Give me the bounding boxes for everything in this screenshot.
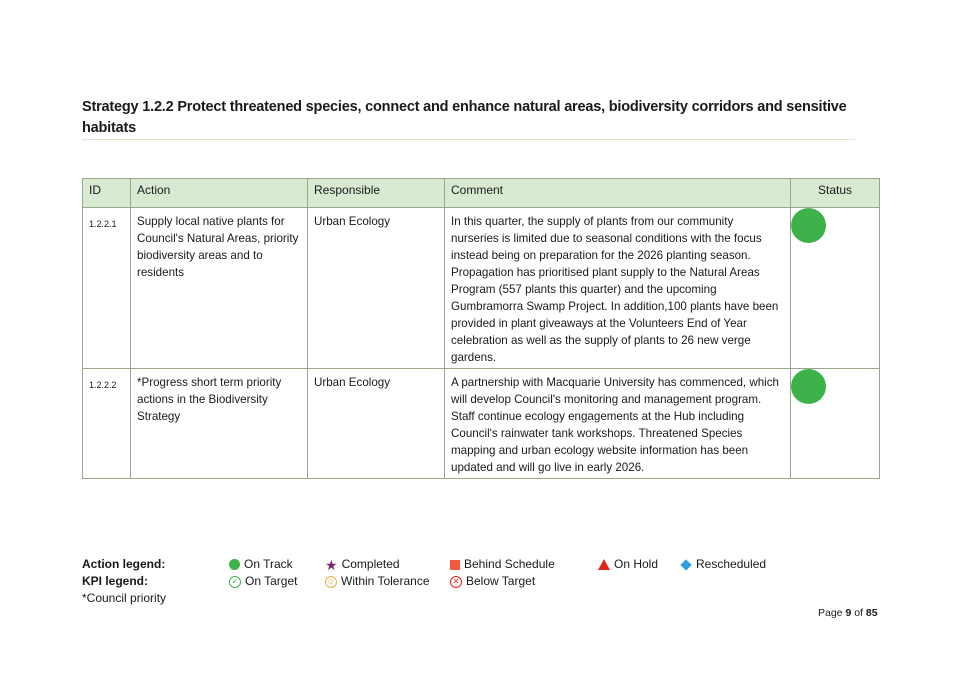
action-legend-label: Action legend: — [82, 557, 166, 571]
row-status — [791, 369, 880, 479]
legend-item-within-tolerance — [325, 573, 430, 590]
table-row — [83, 208, 880, 369]
legend-item-label: On Track — [244, 557, 293, 571]
legend-item-label: Completed — [341, 557, 400, 571]
header-comment: Comment — [445, 179, 791, 208]
orange-square-icon — [450, 560, 460, 570]
page-current: 9 — [845, 607, 852, 619]
legend-item-on-target — [229, 573, 297, 590]
kpi-legend-label: KPI legend: — [82, 574, 149, 588]
status-on-track-icon — [791, 208, 826, 243]
row-comment: A partnership with Macquarie University has commenced, which will develop Council's monitoring and management program. Staff continue ecology engagements at the Hub including Council's rainwater tank workshops. Threatened Species mapping and urban ecology website information has been updated and will go live in early 2026. — [445, 369, 791, 479]
council-priority-note: *Council priority — [82, 591, 167, 605]
title-divider — [82, 139, 855, 140]
row-responsible: Urban Ecology — [308, 369, 445, 479]
action-legend-row — [82, 556, 842, 573]
legend-item-label: Behind Schedule — [464, 557, 555, 571]
legend-item-on-track — [229, 556, 293, 573]
red-triangle-icon — [598, 559, 610, 570]
table-row — [83, 369, 880, 479]
row-responsible: Urban Ecology — [308, 208, 445, 369]
green-check-circle-icon: ✓ — [229, 576, 241, 588]
row-action: Supply local native plants for Council's Natural Areas, priority biodiversity areas and to residents — [131, 208, 308, 369]
status-on-track-icon — [791, 369, 826, 404]
legend-item-on-hold — [598, 556, 658, 573]
kpi-legend-row — [82, 573, 842, 590]
header-responsible: Responsible — [308, 179, 445, 208]
legend-item-label: Rescheduled — [696, 557, 767, 571]
page-prefix: Page — [818, 607, 843, 619]
page-number — [818, 607, 878, 619]
table-header-row — [83, 179, 880, 208]
legend-item-completed — [325, 556, 400, 573]
blue-diamond-icon — [680, 559, 691, 570]
red-x-circle-icon: ✕ — [450, 576, 462, 588]
green-circle-icon — [229, 559, 240, 570]
legend-item-label: Within Tolerance — [341, 574, 430, 588]
row-status — [791, 208, 880, 369]
page-of: of — [854, 607, 863, 619]
row-comment: In this quarter, the supply of plants from our community nurseries is limited due to seasonal conditions with the focus instead being on preparation for the 2026 planting season. Propagation has prioritised plant supply to the Natural Areas Program (557 plants this quarter) and the upcoming Gumbramorra Swamp Project. In addition,100 plants have been provided in plant giveaways at the Volunteers End of Year celebration as well as the supply of plants to 26 new verge gardens. — [445, 208, 791, 369]
legend-item-below-target — [450, 573, 535, 590]
header-action: Action — [131, 179, 308, 208]
legend-item-behind-schedule — [450, 556, 555, 573]
legend-item-label: Below Target — [466, 574, 536, 588]
row-action: *Progress short term priority actions in the Biodiversity Strategy — [131, 369, 308, 479]
legend-item-label: On Target — [245, 574, 298, 588]
header-id: ID — [83, 179, 131, 208]
strategy-title: Strategy 1.2.2 Protect threatened species, connect and enhance natural areas, biodiversity corridors and sensitive habitats — [82, 99, 847, 136]
legend-item-rescheduled — [680, 556, 766, 573]
purple-star-icon: ★ — [325, 556, 338, 573]
row-id: 1.2.2.1 — [83, 208, 131, 369]
yellow-circle-icon: ☺ — [326, 576, 336, 586]
row-id: 1.2.2.2 — [83, 369, 131, 479]
legend-item-label: On Hold — [614, 557, 659, 571]
page-total: 85 — [865, 607, 878, 619]
header-status: Status — [791, 179, 880, 208]
actions-table — [82, 178, 880, 479]
